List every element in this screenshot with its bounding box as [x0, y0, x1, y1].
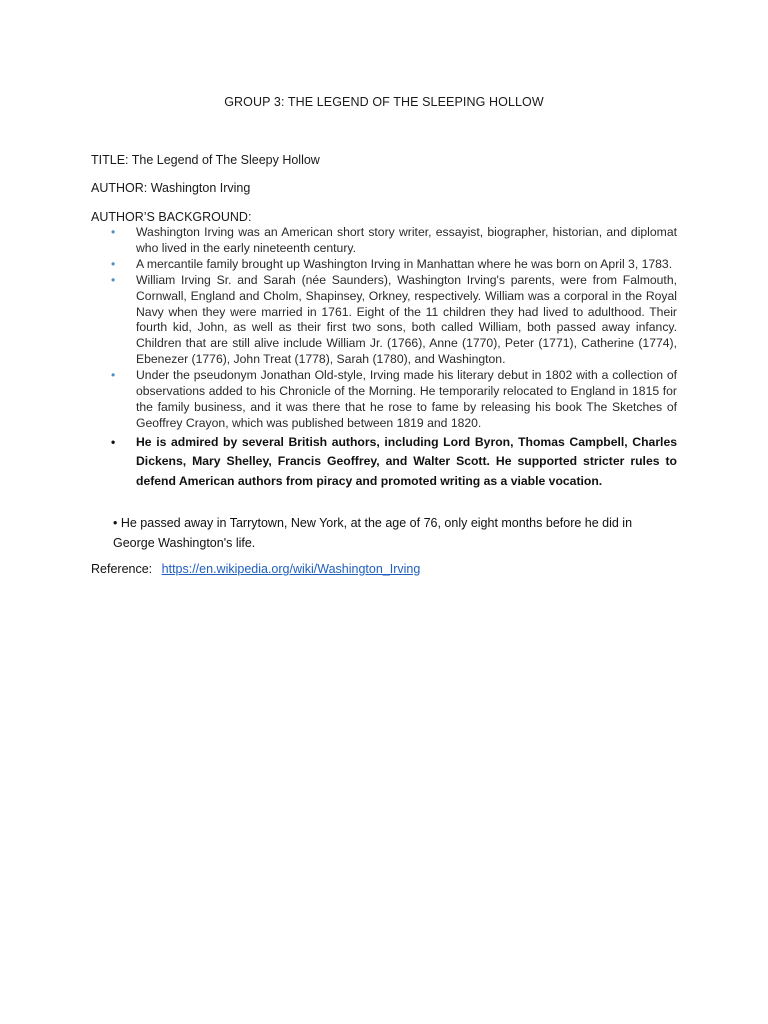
reference-label: Reference:	[91, 562, 153, 576]
list-item	[91, 257, 677, 273]
list-item	[91, 433, 677, 492]
bullet-icon: •	[111, 256, 116, 271]
list-item-text: Under the pseudonym Jonathan Old-style, Irving made his literary debut in 1802 with a collection of observations added to his Chronicle of the Morning. He temporarily relocated to England in 1815 for the family business, and it was there that he rose to fame by releasing his book The Sketches of Geoffrey Crayon, which was published between 1819 and 1820.	[136, 368, 677, 430]
list-item-text: William Irving Sr. and Sarah (née Saunders), Washington Irving's parents, were from Falmouth, Cornwall, England and Cholm, Shapinsey, Orkney, respectively. William was a corporal in the Royal Navy when they were married in 1761. Eight of the 11 children they had lived to adulthood. Their fourth kid, John, as well as their first two sons, both called William, both passed away infancy. Children that are still alive include William Jr. (1766), Anne (1770), Peter (1771), Catherine (1774), Ebenezer (1776), John Treat (1778), Sarah (1780), and Washington.	[136, 272, 677, 367]
bullet-icon: •	[111, 434, 116, 449]
list-item-text: A mercantile family brought up Washington Irving in Manhattan where he was born on April 3, 1783.	[136, 256, 673, 271]
bullet-icon: •	[111, 272, 116, 287]
list-item	[91, 273, 677, 368]
final-paragraph: • He passed away in Tarrytown, New York, at the age of 76, only eight months before he did in George Washington's life.	[113, 516, 633, 550]
list-item	[91, 225, 677, 257]
page-heading: GROUP 3: THE LEGEND OF THE SLEEPING HOLLOW	[224, 95, 544, 109]
bullet-icon: •	[111, 368, 116, 383]
title-line: TITLE: The Legend of The Sleepy Hollow	[91, 153, 320, 167]
background-list	[91, 225, 677, 491]
reference-link[interactable]: https://en.wikipedia.org/wiki/Washington_Irving	[161, 562, 421, 576]
author-line: AUTHOR: Washington Irving	[91, 181, 251, 195]
bullet-icon: •	[111, 225, 116, 239]
reference-line	[91, 562, 420, 576]
list-item-text: He is admired by several British authors, including Lord Byron, Thomas Campbell, Charles Dickens, Mary Shelley, Francis Geoffrey, and Walter Scott. He supported stricter rules to defend American authors from piracy and promoted writing as a viable vocation.	[136, 434, 677, 488]
background-label: AUTHOR’S BACKGROUND:	[91, 210, 252, 224]
list-item	[91, 368, 677, 432]
list-item-text: Washington Irving was an American short story writer, essayist, biographer, historian, and diplomat who lived in the early nineteenth century.	[136, 225, 677, 255]
